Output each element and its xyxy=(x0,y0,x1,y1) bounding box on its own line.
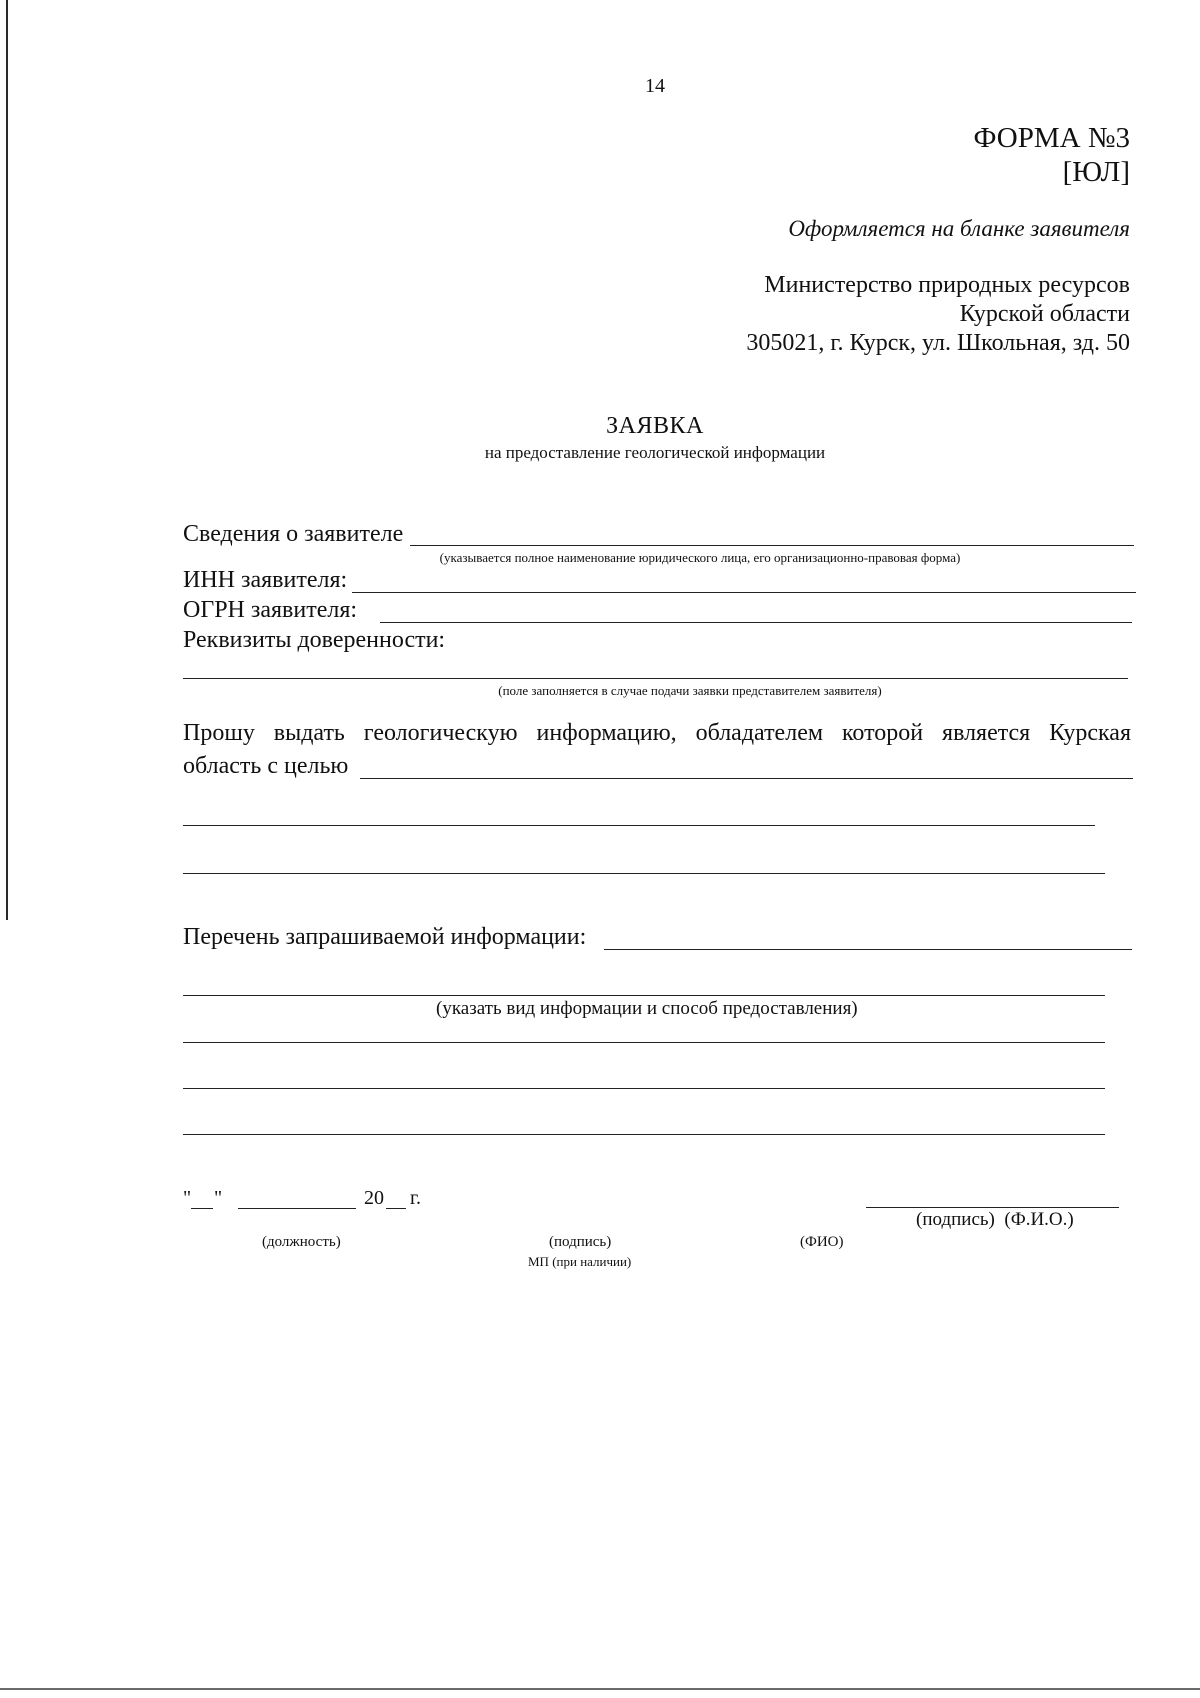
recipient-line-1: Министерство природных ресурсов xyxy=(764,272,1130,298)
position-hint: (должность) xyxy=(262,1234,341,1250)
signature-line[interactable] xyxy=(866,1207,1119,1208)
fio-hint: (ФИО) xyxy=(800,1234,844,1250)
date-year-prefix: 20 xyxy=(364,1187,384,1209)
page-number: 14 xyxy=(645,75,665,97)
inn-line[interactable] xyxy=(352,592,1136,593)
request-text-line-2: область с целью xyxy=(183,753,349,779)
purpose-line-1[interactable] xyxy=(360,778,1133,779)
inn-label: ИНН заявителя: xyxy=(183,567,348,593)
date-quote-close: " xyxy=(214,1187,223,1209)
proxy-label: Реквизиты доверенности: xyxy=(183,627,446,653)
ogrn-label: ОГРН заявителя: xyxy=(183,597,358,623)
date-year-line[interactable] xyxy=(386,1208,406,1209)
info-list-label: Перечень запрашиваемой информации: xyxy=(183,924,587,950)
applicant-info-hint: (указывается полное наименование юридического лица, его организационно-правовая форма) xyxy=(439,550,961,565)
stamp-hint: МП (при наличии) xyxy=(528,1254,632,1269)
document-title: ЗАЯВКА xyxy=(606,413,704,439)
signature-hint: (подпись) xyxy=(549,1234,612,1250)
applicant-info-line[interactable] xyxy=(410,545,1134,546)
form-number: ФОРМА №3 xyxy=(973,122,1130,154)
purpose-line-3[interactable] xyxy=(183,873,1105,874)
applicant-info-label: Сведения о заявителе xyxy=(183,521,404,547)
form-code: [ЮЛ] xyxy=(1062,156,1130,188)
date-year-suffix: г. xyxy=(410,1187,421,1209)
recipient-line-2: Курской области xyxy=(959,301,1130,327)
info-list-line-1[interactable] xyxy=(604,949,1132,950)
date-quote-open: " xyxy=(183,1187,192,1209)
recipient-line-3: 305021, г. Курск, ул. Школьная, зд. 50 xyxy=(746,330,1130,356)
scan-edge-bottom xyxy=(0,1688,1200,1690)
date-day-line[interactable] xyxy=(191,1208,213,1209)
proxy-line[interactable] xyxy=(183,678,1128,679)
info-list-line-2[interactable] xyxy=(183,995,1105,996)
letterhead-note: Оформляется на бланке заявителя xyxy=(788,216,1130,241)
ogrn-line[interactable] xyxy=(380,622,1132,623)
date-month-line[interactable] xyxy=(238,1208,356,1209)
document-subtitle: на предоставление геологической информации xyxy=(484,443,826,462)
purpose-line-2[interactable] xyxy=(183,825,1095,826)
info-list-line-3[interactable] xyxy=(183,1042,1105,1043)
info-list-line-4[interactable] xyxy=(183,1088,1105,1089)
request-text-line-1: Прошу выдать геологическую информацию, обладателем которой является Курская xyxy=(183,720,1131,746)
proxy-hint: (поле заполняется в случае подачи заявки представителем заявителя) xyxy=(498,683,882,698)
signature-fio-hint: (подпись) (Ф.И.О.) xyxy=(916,1209,1074,1230)
info-list-line-5[interactable] xyxy=(183,1134,1105,1135)
info-list-hint: (указать вид информации и способ предоставления) xyxy=(436,998,858,1019)
